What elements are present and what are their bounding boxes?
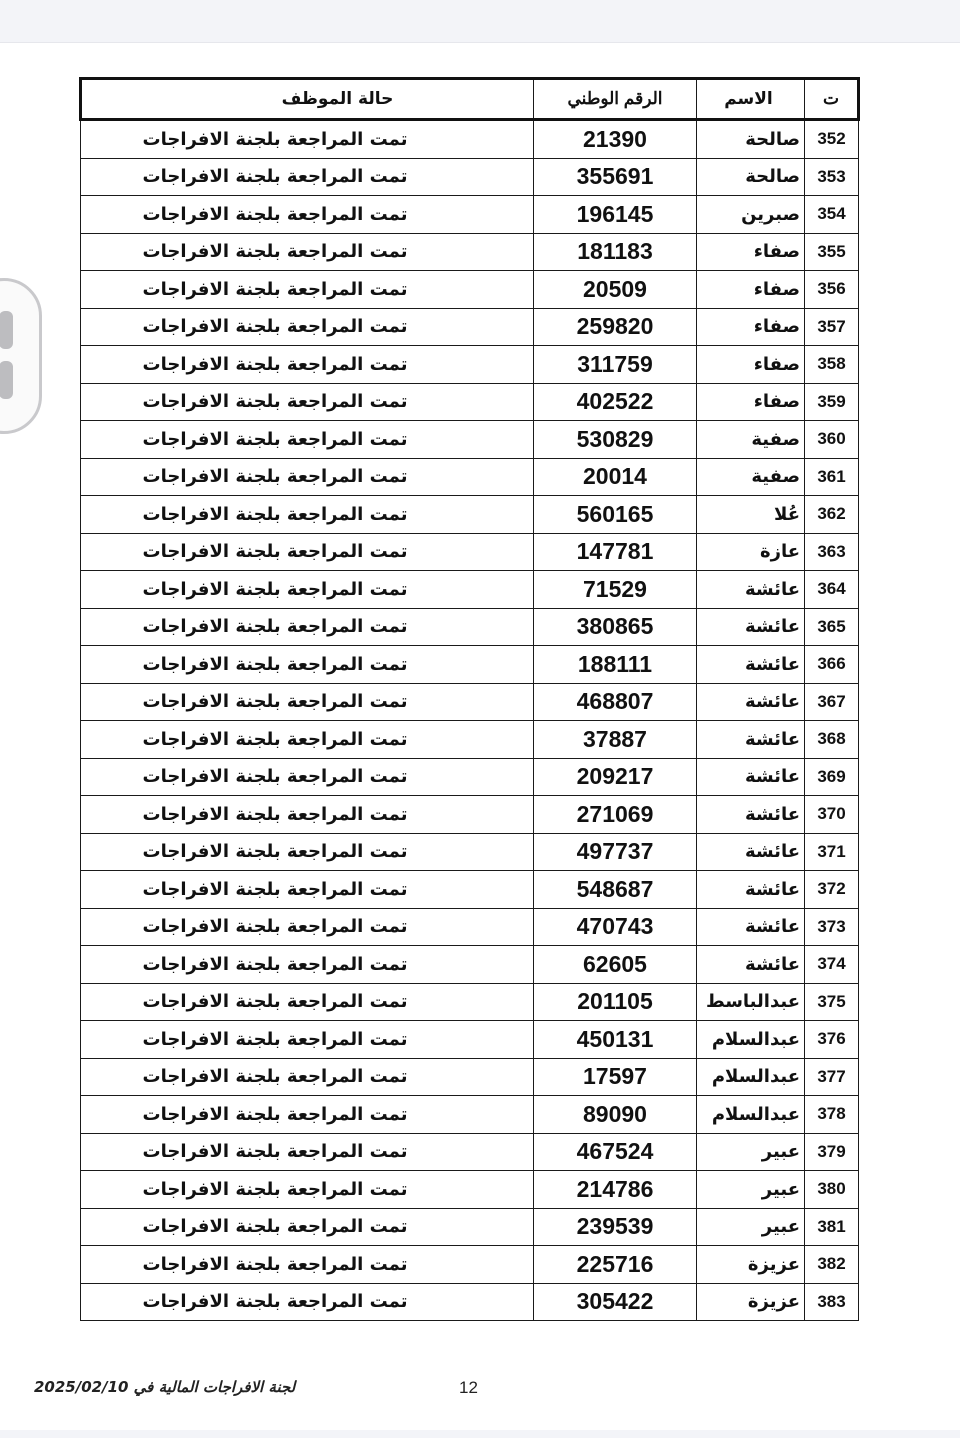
- cell-status: تمت المراجعة بلجنة الافراجات: [81, 383, 534, 421]
- cell-seq: 352: [805, 120, 859, 159]
- cell-national-id: 37887: [534, 721, 697, 759]
- cell-seq: 383: [805, 1283, 859, 1321]
- table-row: [81, 458, 859, 496]
- cell-national-id: 147781: [534, 533, 697, 571]
- cell-national-id: 468807: [534, 683, 697, 721]
- cell-name: عائشة: [697, 646, 805, 684]
- cell-seq: 359: [805, 383, 859, 421]
- table-row: [81, 346, 859, 384]
- cell-seq: 355: [805, 233, 859, 271]
- table-row: [81, 608, 859, 646]
- table-row: [81, 871, 859, 909]
- cell-status: تمت المراجعة بلجنة الافراجات: [81, 946, 534, 984]
- cell-national-id: 450131: [534, 1021, 697, 1059]
- table-row: [81, 196, 859, 234]
- cell-seq: 353: [805, 158, 859, 196]
- cell-name: عائشة: [697, 758, 805, 796]
- cell-seq: 381: [805, 1208, 859, 1246]
- cell-name: عبدالسلام: [697, 1021, 805, 1059]
- cell-seq: 380: [805, 1171, 859, 1209]
- table-row: [81, 1283, 859, 1321]
- cell-name: صالحة: [697, 158, 805, 196]
- header-seq: ت: [805, 79, 859, 120]
- cell-status: تمت المراجعة بلجنة الافراجات: [81, 308, 534, 346]
- cell-name: صفاء: [697, 233, 805, 271]
- cell-national-id: 259820: [534, 308, 697, 346]
- cell-national-id: 239539: [534, 1208, 697, 1246]
- cell-seq: 370: [805, 796, 859, 834]
- cell-national-id: 402522: [534, 383, 697, 421]
- cell-national-id: 20509: [534, 271, 697, 309]
- cell-name: عُلا: [697, 496, 805, 534]
- table-row: [81, 1058, 859, 1096]
- cell-name: عائشة: [697, 871, 805, 909]
- table-header-row: [81, 79, 859, 120]
- cell-status: تمت المراجعة بلجنة الافراجات: [81, 533, 534, 571]
- cell-national-id: 305422: [534, 1283, 697, 1321]
- cell-status: تمت المراجعة بلجنة الافراجات: [81, 908, 534, 946]
- table-row: [81, 271, 859, 309]
- table-row: [81, 383, 859, 421]
- cell-status: تمت المراجعة بلجنة الافراجات: [81, 1283, 534, 1321]
- document-page: [79, 77, 857, 1321]
- cell-national-id: 209217: [534, 758, 697, 796]
- cell-name: عبير: [697, 1133, 805, 1171]
- cell-status: تمت المراجعة بلجنة الافراجات: [81, 983, 534, 1021]
- cell-national-id: 20014: [534, 458, 697, 496]
- cell-seq: 372: [805, 871, 859, 909]
- table-row: [81, 908, 859, 946]
- cell-seq: 366: [805, 646, 859, 684]
- cell-name: صفاء: [697, 383, 805, 421]
- cell-status: تمت المراجعة بلجنة الافراجات: [81, 1246, 534, 1284]
- cell-national-id: 271069: [534, 796, 697, 834]
- table-body: [81, 120, 859, 1321]
- cell-national-id: 196145: [534, 196, 697, 234]
- table-row: [81, 796, 859, 834]
- cell-national-id: 380865: [534, 608, 697, 646]
- cell-name: عائشة: [697, 571, 805, 609]
- cell-name: عبدالسلام: [697, 1058, 805, 1096]
- header-status: حالة الموظف: [81, 79, 534, 120]
- table-row: [81, 758, 859, 796]
- table-row: [81, 308, 859, 346]
- cell-status: تمت المراجعة بلجنة الافراجات: [81, 646, 534, 684]
- cell-name: عبير: [697, 1171, 805, 1209]
- table-row: [81, 120, 859, 159]
- cell-seq: 365: [805, 608, 859, 646]
- cell-seq: 374: [805, 946, 859, 984]
- table-row: [81, 721, 859, 759]
- cell-seq: 379: [805, 1133, 859, 1171]
- table-row: [81, 646, 859, 684]
- cell-seq: 360: [805, 421, 859, 459]
- cell-status: تمت المراجعة بلجنة الافراجات: [81, 196, 534, 234]
- cell-status: تمت المراجعة بلجنة الافراجات: [81, 158, 534, 196]
- cell-national-id: 530829: [534, 421, 697, 459]
- cell-status: تمت المراجعة بلجنة الافراجات: [81, 758, 534, 796]
- cell-name: عائشة: [697, 608, 805, 646]
- cell-status: تمت المراجعة بلجنة الافراجات: [81, 271, 534, 309]
- cell-status: تمت المراجعة بلجنة الافراجات: [81, 1058, 534, 1096]
- cell-seq: 376: [805, 1021, 859, 1059]
- cell-seq: 358: [805, 346, 859, 384]
- employee-status-table: [79, 77, 860, 1321]
- table-row: [81, 496, 859, 534]
- table-row: [81, 533, 859, 571]
- cell-seq: 375: [805, 983, 859, 1021]
- table-row: [81, 1208, 859, 1246]
- cell-status: تمت المراجعة بلجنة الافراجات: [81, 721, 534, 759]
- cell-seq: 382: [805, 1246, 859, 1284]
- cell-name: عائشة: [697, 721, 805, 759]
- footer-committee-date: لجنة الافراجات المالية في 2025/02/10: [34, 1378, 296, 1396]
- cell-status: تمت المراجعة بلجنة الافراجات: [81, 233, 534, 271]
- cell-seq: 362: [805, 496, 859, 534]
- cell-name: عائشة: [697, 833, 805, 871]
- table-row: [81, 233, 859, 271]
- cell-name: عزيزة: [697, 1246, 805, 1284]
- table-row: [81, 1133, 859, 1171]
- cell-national-id: 311759: [534, 346, 697, 384]
- cell-seq: 369: [805, 758, 859, 796]
- cell-status: تمت المراجعة بلجنة الافراجات: [81, 496, 534, 534]
- cell-seq: 354: [805, 196, 859, 234]
- cell-seq: 378: [805, 1096, 859, 1134]
- header-name: الاسم: [697, 79, 805, 120]
- cell-national-id: 188111: [534, 646, 697, 684]
- cell-seq: 357: [805, 308, 859, 346]
- cell-status: تمت المراجعة بلجنة الافراجات: [81, 833, 534, 871]
- cell-status: تمت المراجعة بلجنة الافراجات: [81, 1096, 534, 1134]
- cell-name: عزيزة: [697, 1283, 805, 1321]
- table-row: [81, 1246, 859, 1284]
- cell-name: صفاء: [697, 271, 805, 309]
- cell-name: صفية: [697, 421, 805, 459]
- cell-status: تمت المراجعة بلجنة الافراجات: [81, 458, 534, 496]
- cell-status: تمت المراجعة بلجنة الافراجات: [81, 346, 534, 384]
- cell-name: عبدالباسط: [697, 983, 805, 1021]
- handle-bar: [0, 311, 13, 349]
- cell-national-id: 181183: [534, 233, 697, 271]
- table-row: [81, 158, 859, 196]
- side-handle-icon: [0, 278, 42, 434]
- cell-name: عبير: [697, 1208, 805, 1246]
- table-row: [81, 683, 859, 721]
- cell-national-id: 214786: [534, 1171, 697, 1209]
- table-row: [81, 571, 859, 609]
- cell-name: صفاء: [697, 308, 805, 346]
- cell-status: تمت المراجعة بلجنة الافراجات: [81, 796, 534, 834]
- cell-name: عازة: [697, 533, 805, 571]
- cell-name: عائشة: [697, 796, 805, 834]
- cell-name: عائشة: [697, 908, 805, 946]
- cell-seq: 363: [805, 533, 859, 571]
- cell-seq: 368: [805, 721, 859, 759]
- cell-name: عائشة: [697, 946, 805, 984]
- cell-seq: 377: [805, 1058, 859, 1096]
- table-row: [81, 946, 859, 984]
- cell-seq: 367: [805, 683, 859, 721]
- cell-national-id: 470743: [534, 908, 697, 946]
- cell-status: تمت المراجعة بلجنة الافراجات: [81, 1021, 534, 1059]
- cell-seq: 356: [805, 271, 859, 309]
- table-row: [81, 1171, 859, 1209]
- cell-national-id: 201105: [534, 983, 697, 1021]
- cell-name: صفاء: [697, 346, 805, 384]
- cell-national-id: 17597: [534, 1058, 697, 1096]
- cell-status: تمت المراجعة بلجنة الافراجات: [81, 871, 534, 909]
- cell-status: تمت المراجعة بلجنة الافراجات: [81, 683, 534, 721]
- page-number: 12: [459, 1378, 478, 1397]
- cell-status: تمت المراجعة بلجنة الافراجات: [81, 120, 534, 159]
- cell-status: تمت المراجعة بلجنة الافراجات: [81, 1133, 534, 1171]
- cell-national-id: 467524: [534, 1133, 697, 1171]
- table-row: [81, 421, 859, 459]
- handle-bar: [0, 361, 13, 399]
- cell-national-id: 355691: [534, 158, 697, 196]
- cell-national-id: 560165: [534, 496, 697, 534]
- table-row: [81, 833, 859, 871]
- cell-seq: 371: [805, 833, 859, 871]
- top-band: [0, 0, 960, 43]
- cell-status: تمت المراجعة بلجنة الافراجات: [81, 421, 534, 459]
- cell-seq: 364: [805, 571, 859, 609]
- page-footer: [0, 1378, 960, 1402]
- cell-status: تمت المراجعة بلجنة الافراجات: [81, 608, 534, 646]
- table-row: [81, 1096, 859, 1134]
- cell-seq: 373: [805, 908, 859, 946]
- table-row: [81, 983, 859, 1021]
- table-row: [81, 1021, 859, 1059]
- cell-status: تمت المراجعة بلجنة الافراجات: [81, 1208, 534, 1246]
- cell-name: صبرين: [697, 196, 805, 234]
- cell-status: تمت المراجعة بلجنة الافراجات: [81, 571, 534, 609]
- cell-seq: 361: [805, 458, 859, 496]
- cell-national-id: 497737: [534, 833, 697, 871]
- cell-national-id: 89090: [534, 1096, 697, 1134]
- bottom-band: [0, 1430, 960, 1438]
- cell-status: تمت المراجعة بلجنة الافراجات: [81, 1171, 534, 1209]
- header-national-id: الرقم الوطني: [534, 79, 697, 120]
- cell-name: صالحة: [697, 120, 805, 159]
- cell-national-id: 225716: [534, 1246, 697, 1284]
- cell-name: صفية: [697, 458, 805, 496]
- cell-national-id: 71529: [534, 571, 697, 609]
- cell-name: عائشة: [697, 683, 805, 721]
- cell-national-id: 62605: [534, 946, 697, 984]
- cell-name: عبدالسلام: [697, 1096, 805, 1134]
- cell-national-id: 548687: [534, 871, 697, 909]
- cell-national-id: 21390: [534, 120, 697, 159]
